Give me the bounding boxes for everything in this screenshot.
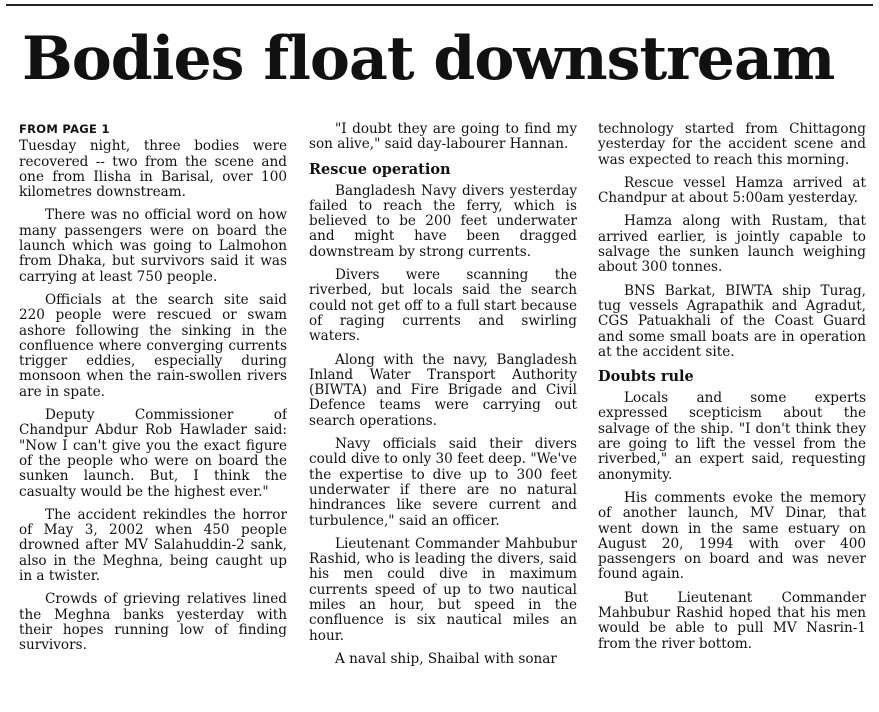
- article-paragraph: His comments evoke the memory of another launch, MV Dinar, that went down in the same estuary on August 20, 1994 with over 400 passengers on board and was never found again.: [598, 489, 866, 583]
- article-paragraph: Tuesday night, three bodies were recovered -- two from the scene and one from Ilisha in Barisal, over 100 kilometres downstream.: [19, 138, 287, 201]
- section-subhead: Rescue operation: [309, 160, 451, 178]
- article-column-2: [309, 122, 577, 710]
- article-column-1: [19, 122, 287, 710]
- kicker: FROM PAGE 1: [19, 122, 110, 136]
- article-paragraph: Officials at the search site said 220 people were rescued or swam ashore following the sinking in the confluence where converging currents trigger eddies, especially during monsoon when the rain-swollen rivers are in spate.: [19, 291, 287, 400]
- top-rule: [6, 4, 873, 6]
- article-paragraph: A naval ship, Shaibal with sonar: [335, 650, 557, 667]
- article-paragraph: Divers were scanning the riverbed, but locals said the search could not get off to a full start because of raging currents and swirling waters.: [309, 267, 577, 345]
- article-paragraph: Lieutenant Commander Mahbubur Rashid, who is leading the divers, said his men could dive in maximum currents speed of up to two nautical miles an hour, but speed in the confluence is six nautical miles an hour.: [309, 535, 577, 644]
- article-paragraph: Along with the navy, Bangladesh Inland Water Transport Authority (BIWTA) and Fire Brigade and Civil Defence teams were carrying out search operations.: [309, 351, 577, 429]
- article-paragraph: technology started from Chittagong yesterday for the accident scene and was expected to reach this morning.: [598, 122, 866, 168]
- article-paragraph: Navy officials said their divers could dive to only 30 feet deep. "We've the expertise to dive up to 300 feet underwater if there are no natural hindrances like severe current and turbulence," said an officer.: [309, 436, 577, 529]
- article-paragraph: But Lieutenant Commander Mahbubur Rashid hoped that his men would be able to pull MV Nasrin-1 from the river bottom.: [598, 589, 866, 652]
- article-paragraph: BNS Barkat, BIWTA ship Turag, tug vessels Agrapathik and Agradut, CGS Patuakhali of the Coast Guard and some small boats are in operation at the accident site.: [598, 282, 866, 360]
- article-paragraph: Crowds of grieving relatives lined the Meghna banks yesterday with their hopes running low of finding survivors.: [19, 591, 287, 654]
- article-paragraph: "I doubt they are going to find my son alive," said day-labourer Hannan.: [309, 122, 577, 153]
- article-paragraph: The accident rekindles the horror of May 3, 2002 when 450 people drowned after MV Salahuddin-2 sank, also in the Meghna, being caught up in a twister.: [19, 506, 287, 585]
- headline: Bodies float downstream: [22, 24, 835, 94]
- article-paragraph: Hamza along with Rustam, that arrived earlier, is jointly capable to salvage the sunken launch weighing about 300 tonnes.: [598, 213, 866, 276]
- article-paragraph: There was no official word on how many passengers were on board the launch which was going to Lalmohon from Dhaka, but survivors said it was carrying at least 750 people.: [19, 207, 287, 285]
- article-paragraph: Rescue vessel Hamza arrived at Chandpur at about 5:00am yesterday.: [598, 174, 866, 207]
- article-column-3: [598, 122, 866, 710]
- article-paragraph: Deputy Commissioner of Chandpur Abdur Rob Hawlader said: "Now I can't give you the exact figure of the people who were on board the sunken launch. But, I think the casualty would be the highest ever.": [19, 407, 287, 500]
- article-paragraph: Bangladesh Navy divers yesterday failed to reach the ferry, which is believed to be 200 feet underwater and might have been dragged downstream by strong currents.: [309, 182, 577, 260]
- section-subhead: Doubts rule: [598, 368, 694, 386]
- article-paragraph: Locals and some experts expressed scepticism about the salvage of the ship. "I don't think they are going to lift the vessel from the riverbed," an expert said, requesting anonymity.: [598, 390, 866, 483]
